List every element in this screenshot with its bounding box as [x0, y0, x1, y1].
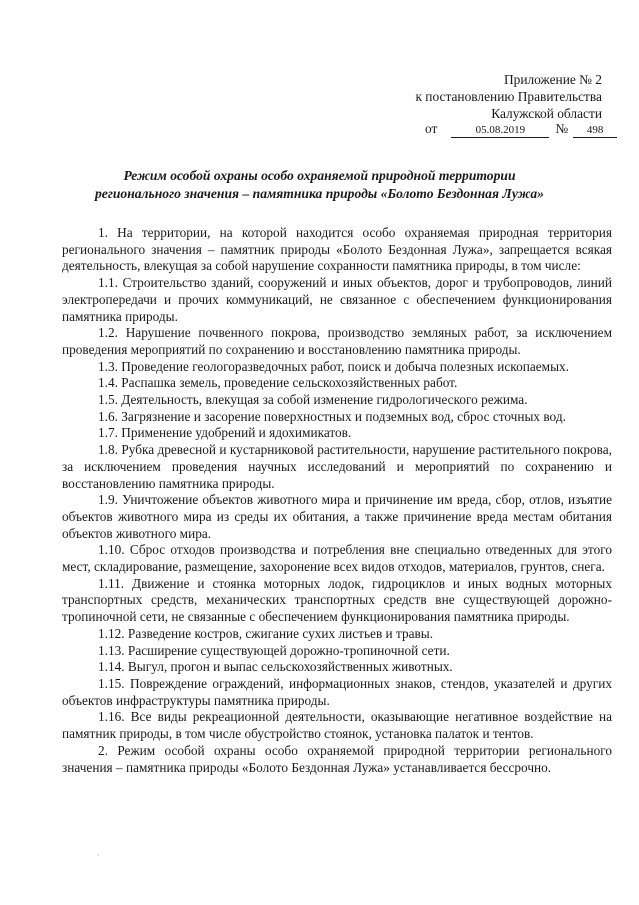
document-title — [40, 167, 599, 202]
paragraph: 1.7. Применение удобрений и ядохимикатов. — [98, 425, 352, 441]
paragraph: 1.2. Нарушение почвенного покрова, производство земляных работ, за исключением проведения мероприятий по сохранению и восстановлению памятника природы. — [62, 325, 612, 357]
paragraph: 1.10. Сброс отходов производства и потребления вне специально отведенных для этого мест, складирование, размещение, захоронение всех видов отходов, материалов, грунтов, снега. — [62, 542, 612, 575]
appendix-decree-line: к постановлению Правительства — [415, 89, 602, 104]
paragraph: 1.14. Выгул, прогон и выпас сельскохозяйственных животных. — [98, 659, 453, 675]
decree-date-number — [425, 121, 617, 138]
paragraph: 1.13. Расширение существующей дорожно-тропиночной сети. — [98, 642, 450, 658]
paragraph: 1.9. Уничтожение объектов животного мира и причинение им вреда, сбор, отлов, изъятие объектов животного мира из среды их обитания, а также причинение вреда местам обитания объектов животного мира. — [62, 492, 612, 541]
paragraph: 1.11. Движение и стоянка моторных лодок, гидроциклов и иных водных моторных транспортных средств, механических транспортных средств вне существующей дорожно-тропиночной сети, не связанные с обеспечением функционирования памятника природы. — [62, 575, 612, 625]
decree-date: 05.08.2019 — [451, 124, 549, 138]
paragraph: 1.8. Рубка древесной и кустарниковой растительности, нарушение растительного покрова, за исключением проведения научных исследований и мероприятий по сохранению и восстановлению памятника природы. — [62, 442, 612, 491]
paragraph: 1.16. Все виды рекреационной деятельности, оказывающие негативное воздействие на памятник природы, в том числе обустройство стоянок, установка палаток и тентов. — [62, 709, 612, 742]
decree-number: 498 — [573, 124, 617, 138]
paragraph: 1.1. Строительство зданий, сооружений и иных объектов, дорог и трубопроводов, линий электропередачи и прочих коммуникаций, не связанное с обеспечением функционирования памятника природы. — [62, 275, 612, 324]
appendix-header — [362, 71, 602, 122]
appendix-region-line: Калужской области — [491, 106, 602, 121]
paragraph: 1.6. Загрязнение и засорение поверхностных и подземных вод, сброс сточных вод. — [98, 408, 566, 424]
paragraph: 1.3. Проведение геологоразведочных работ, поиск и добыча полезных ископаемых. — [98, 358, 569, 374]
paragraph: 1. На территории, на которой находится особо охраняемая природная территория регионального значения – памятник природы «Болото Бездонная Лужа», запрещается всякая деятельность, влекущая за собой нарушение сохранности памятника природы, в том числе: — [62, 225, 612, 274]
title-line-2: регионального значения – памятника природы «Болото Бездонная Лужа» — [95, 185, 544, 201]
paragraph: 1.12. Разведение костров, сжигание сухих листьев и травы. — [98, 625, 434, 641]
number-sign: № — [555, 121, 569, 136]
from-label: от — [425, 121, 438, 136]
appendix-number: Приложение № 2 — [503, 72, 602, 87]
document-body — [62, 225, 612, 776]
paragraph: 1.15. Повреждение ограждений, информационных знаков, стендов, указателей и других объектов инфраструктуры памятника природы. — [62, 675, 612, 708]
paragraph: 2. Режим особой охраны особо охраняемой природной территории регионального значения – памятника природы «Болото Бездонная Лужа» устанавливается бессрочно. — [62, 742, 612, 775]
paragraph: 1.5. Деятельность, влекущая за собой изменение гидрологического режима. — [98, 392, 528, 408]
paragraph: 1.4. Распашка земель, проведение сельскохозяйственных работ. — [98, 375, 458, 391]
title-line-1: Режим особой охраны особо охраняемой природной территории — [123, 168, 516, 183]
scan-speck — [97, 854, 99, 856]
